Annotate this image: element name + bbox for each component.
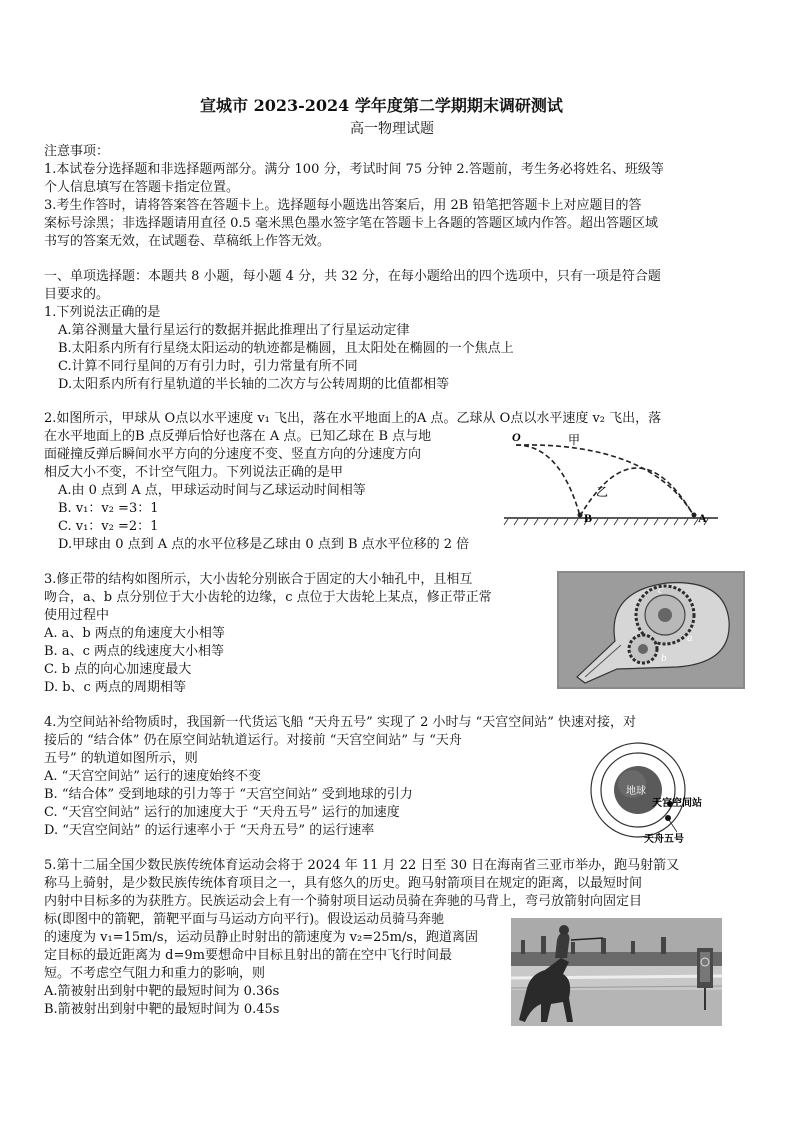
exam-subtitle: 高一物理试题 (350, 121, 434, 137)
q4-orbit-figure (582, 740, 722, 850)
point-c-label: c (658, 584, 663, 596)
q3-option-c: C. b 点的向心加速度最大 (44, 662, 192, 677)
q4-option-d: D. “天宫空间站” 的运行速率小于 “天舟五号” 的运行速率 (44, 823, 375, 838)
q1-stem: 1.下列说法正确的是 (44, 305, 161, 320)
notice-line: 书写的答案无效，在试题卷、草稿纸上作答无效。 (44, 234, 331, 249)
ship-label: 天舟五号 (644, 834, 684, 845)
q3-option-b: B. a、c 两点的线速度大小相等 (44, 644, 224, 659)
notice-line: 3.考生作答时，请将答案答在答题卡上。选择题每小题选出答案后，用 2B 铅笔把答题卡上对应题目的答 (44, 198, 642, 213)
q3-stem-line: 吻合，a、b 点分别位于大小齿轮的边缘，c 点位于大齿轮上某点，修正带正常 (44, 590, 492, 605)
q2-option-c: C. v₁：v₂ =2：1 (58, 519, 159, 534)
station-label: 天宫空间站 (652, 798, 702, 809)
section-heading: 一、单项选择题：本题共 8 小题，每小题 4 分，共 32 分，在每小题给出的四个选项中，只有一项是符合题 (44, 269, 661, 284)
notice-line: 案标号涂黑；非选择题请用直径 0.5 毫米黑色墨水签字笔在答题卡上各题的答题区域内作答。超出答题区域 (44, 216, 658, 231)
q5-stem-line: 内射中目标多的为获胜方。民族运动会上有一个骑射项目运动员骑在奔驰的马背上，弯弓放箭射向固定目 (44, 894, 643, 909)
q5-stem-line: 的速度为 v₁=15m/s，运动员静止时射出的箭速度为 v₂=25m/s，跑道离固 (44, 930, 479, 945)
q3-correction-tape-photo (557, 571, 745, 689)
ball-jia-label: 甲 (568, 433, 581, 447)
q2-stem-line: 在水平地面上的B 点反弹后恰好也落在 A 点。已知乙球在 B 点与地 (44, 429, 432, 444)
q1-option-a: A.第谷测量大量行星运行的数据并据此推理出了行星运动定律 (58, 323, 410, 338)
q3-stem-line: 使用过程中 (44, 608, 110, 623)
q2-trajectory-figure (500, 430, 722, 526)
point-b-label: B (584, 511, 593, 525)
q3-option-d: D. b、c 两点的周期相等 (44, 680, 186, 695)
q2-option-d: D.甲球由 0 点到 A 点的水平位移是乙球由 0 点到 B 点水平位移的 2 倍 (58, 537, 470, 552)
q1-option-d: D.太阳系内所有行星轨道的半长轴的二次方与公转周期的比值都相等 (58, 377, 450, 392)
exam-title: 宣城市 2023-2024 学年度第二学期期末调研测试 (200, 96, 563, 115)
point-a-label: A (698, 511, 707, 525)
section-heading: 目要求的。 (44, 287, 110, 302)
point-a-label: a (687, 632, 693, 644)
q2-option-a: A.由 0 点到 A 点，甲球运动时间与乙球运动时间相等 (58, 483, 366, 498)
notice-heading: 注意事项： (44, 144, 110, 159)
point-b-label: b (661, 652, 667, 664)
q4-option-b: B. “结合体” 受到地球的引力等于 “天宫空间站” 受到地球的引力 (44, 787, 413, 802)
notice-line: 个人信息填写在答题卡指定位置。 (44, 180, 240, 195)
q4-option-c: C. “天宫空间站” 运行的加速度大于 “天舟五号” 运行的加速度 (44, 805, 400, 820)
q5-option-a: A.箭被射出到射中靶的最短时间为 0.36s (44, 984, 280, 999)
q5-stem-line: 5.第十二届全国少数民族传统体育运动会将于 2024 年 11 月 22 日至 30 日在海南省三亚市举办，跑马射箭又 (44, 858, 680, 873)
q1-option-c: C.计算不同行星间的万有引力时，引力常量有所不同 (58, 359, 358, 374)
ball-yi-label: 乙 (596, 485, 609, 499)
q3-option-a: A. a、b 两点的角速度大小相等 (44, 626, 225, 641)
q5-horse-archery-photo (511, 918, 722, 1026)
q4-option-a: A. “天宫空间站” 运行的速度始终不变 (44, 769, 262, 784)
q4-stem-line: 接后的 “结合体” 仍在原空间站轨道运行。对接前 “天宫空间站” 与 “天舟 (44, 733, 462, 748)
q5-stem-line: 定目标的最近距离为 d=9m要想命中目标且射出的箭在空中飞行时间最 (44, 948, 452, 963)
q1-option-b: B.太阳系内所有行星绕太阳运动的轨迹都是椭圆，且太阳处在椭圆的一个焦点上 (58, 341, 514, 356)
earth-label: 地球 (626, 786, 646, 797)
point-o-label: O (512, 430, 521, 444)
q4-stem-line: 五号” 的轨道如图所示，则 (44, 751, 198, 766)
q2-stem-line: 相反大小不变，不计空气阻力。下列说法正确的是甲 (44, 465, 344, 480)
q5-option-b: B.箭被射出到射中靶的最短时间为 0.45s (44, 1002, 280, 1017)
q2-stem-line: 面碰撞反弹后瞬间水平方向的分速度不变、竖直方向的分速度方向 (44, 447, 422, 462)
q5-stem-line: 标(即图中的箭靶，箭靶平面与马运动方向平行)。假设运动员骑马奔驰 (44, 912, 445, 927)
q2-stem-line: 2.如图所示，甲球从 O点以水平速度 v₁ 飞出，落在水平地面上的A 点。乙球从 O点以水平速度 v₂ 飞出，落 (44, 411, 662, 426)
q3-stem-line: 3.修正带的结构如图所示，大小齿轮分别嵌合于固定的大小轴孔中，且相互 (44, 572, 473, 587)
notice-line: 1.本试卷分选择题和非选择题两部分。满分 100 分，考试时间 75 分钟 2.答题前，考生务必将姓名、班级等 (44, 162, 664, 177)
q4-stem-line: 4.为空间站补给物质时，我国新一代货运飞船 “天舟五号” 实现了 2 小时与 “天宫空间站” 快速对接，对 (44, 715, 637, 730)
q2-option-b: B. v₁：v₂ =3：1 (58, 501, 159, 516)
q5-stem-line: 短。不考虑空气阻力和重力的影响，则 (44, 966, 266, 981)
q5-stem-line: 称马上骑射，是少数民族传统体育项目之一，具有悠久的历史。跑马射箭项目在规定的距离，以最短时间 (44, 876, 643, 891)
